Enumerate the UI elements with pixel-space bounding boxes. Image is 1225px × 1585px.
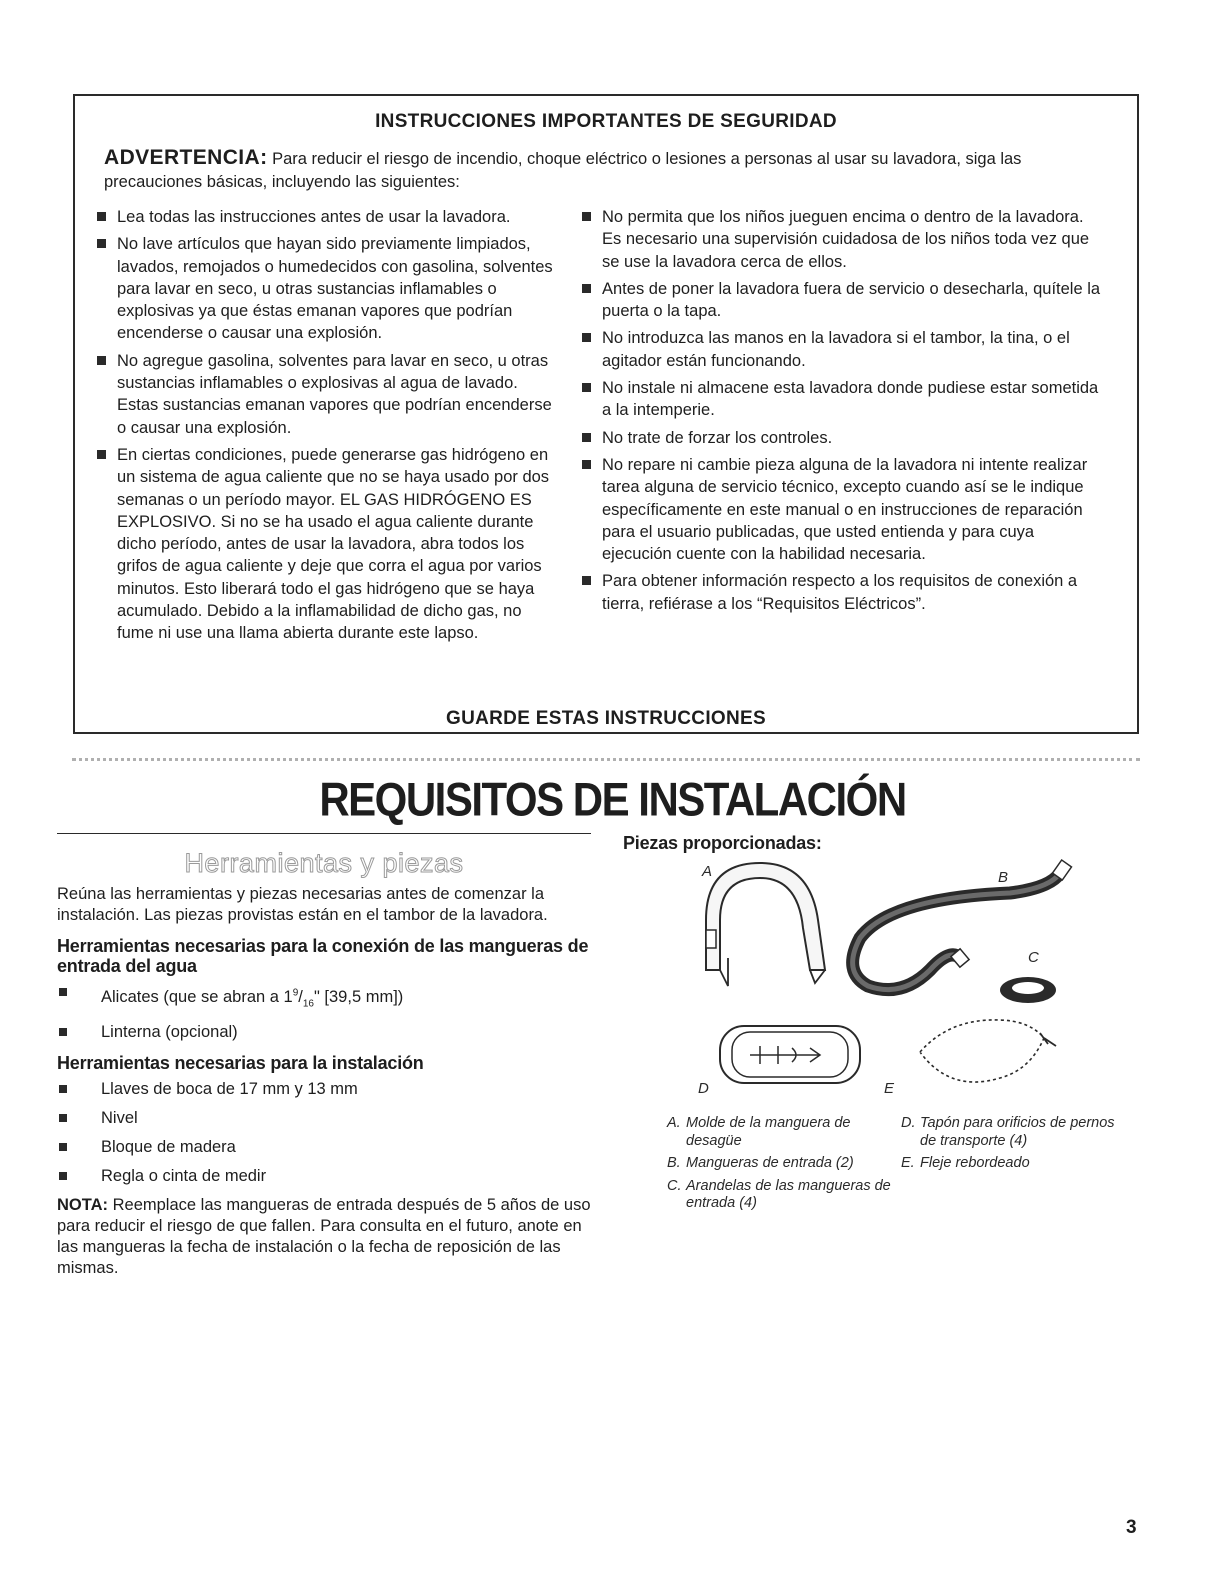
bullet-icon	[582, 433, 591, 442]
parts-heading: Piezas proporcionadas:	[623, 833, 822, 853]
list-item-text: No agregue gasolina, solventes para lavar en seco, u otras sustancias inflamables o explosivas al agua de lavado. Estas sustancias emanan vapores que podrían encenderse o causar una explosión.	[117, 351, 552, 437]
intro-paragraph: Reúna las herramientas y piezas necesarias antes de comenzar la instalación. Las piezas provistas están en el tambor de la lavadora.	[57, 885, 548, 924]
bullet-icon	[59, 1143, 67, 1151]
list-item	[582, 206, 1102, 273]
list-item	[582, 327, 1102, 372]
bullet-icon	[59, 1172, 67, 1180]
list-item	[57, 1079, 591, 1100]
bullet-icon	[59, 1114, 67, 1122]
safety-instructions-box	[73, 94, 1139, 734]
bullet-icon	[59, 988, 67, 996]
tools-column	[57, 884, 591, 1279]
bullet-icon	[582, 460, 591, 469]
bullet-icon	[582, 576, 591, 585]
list-item	[57, 982, 591, 1014]
label-b: B	[998, 869, 1009, 886]
beaded-strap-icon	[920, 1020, 1056, 1082]
hose-tools-heading: Herramientas necesarias para la conexión de las mangueras de entrada del agua	[57, 936, 589, 976]
list-item	[582, 278, 1102, 323]
list-item	[57, 1166, 591, 1187]
washer-icon	[1000, 977, 1056, 1003]
page-number: 3	[1126, 1517, 1137, 1538]
list-item	[97, 233, 557, 344]
list-item	[57, 1108, 591, 1129]
inlet-hose-icon	[853, 860, 1072, 990]
list-item	[57, 1137, 591, 1158]
bolt-hole-plug-icon	[720, 1026, 860, 1083]
list-item-text: No trate de forzar los controles.	[602, 428, 833, 447]
list-item	[97, 350, 557, 439]
list-item-text: No permita que los niños jueguen encima o dentro de la lavadora. Es necesario una supervisión cuidadosa de los niños toda vez que se use la lavadora cerca de ellos.	[602, 208, 1090, 271]
list-item	[582, 377, 1102, 422]
safety-list-left	[97, 206, 557, 650]
bullet-icon	[97, 212, 106, 221]
label-c: C	[1028, 949, 1039, 966]
label-e: E	[884, 1080, 895, 1097]
caption-item: E. Fleje rebordeado	[901, 1155, 1030, 1171]
list-item-text: No introduzca las manos en la lavadora si el tambor, la tina, o el agitador están funcionando.	[602, 329, 1070, 370]
install-tools-heading: Herramientas necesarias para la instalación	[57, 1052, 424, 1073]
list-item	[582, 454, 1102, 565]
parts-captions-left	[667, 1115, 897, 1218]
bullet-icon	[59, 1028, 67, 1036]
parts-illustration	[620, 858, 1140, 1098]
save-instructions-heading: GUARDE ESTAS INSTRUCCIONES	[446, 708, 766, 729]
label-d: D	[698, 1080, 709, 1097]
warning-label: ADVERTENCIA:	[104, 146, 268, 169]
bullet-icon	[97, 450, 106, 459]
page-title: REQUISITOS DE INSTALACIÓN	[319, 773, 906, 826]
list-item-text: Para obtener información respecto a los requisitos de conexión a tierra, refiérase a los “Requisitos Eléctricos”.	[602, 572, 1078, 613]
label-a: A	[702, 863, 713, 880]
list-item	[582, 427, 1102, 449]
list-item-text: Nivel	[101, 1108, 138, 1127]
bullet-icon	[582, 333, 591, 342]
list-item-text: No lave artículos que hayan sido previamente limpiados, lavados, remojados o humedecidos con gasolina, solventes para lavar en seco, u otras sustancias inflamables o explosivas ya que éstas emanan vapores que podrían encenderse o causar una explosión.	[117, 235, 553, 343]
caption-item: C. Arandelas de las mangueras de entrada (4)	[667, 1177, 891, 1211]
bullet-icon	[97, 356, 106, 365]
list-item-text: Llaves de boca de 17 mm y 13 mm	[101, 1079, 358, 1098]
bullet-icon	[582, 212, 591, 221]
parts-captions-right	[901, 1115, 1131, 1178]
list-item	[97, 444, 557, 645]
caption-item: B. Mangueras de entrada (2)	[667, 1155, 854, 1171]
safety-list-right	[582, 206, 1102, 620]
drain-hose-form-icon	[706, 863, 825, 986]
list-item-text: En ciertas condiciones, puede generarse gas hidrógeno en un sistema de agua caliente que no se haya usado por dos semanas o un período mayor. EL GAS HIDRÓGENO ES EXPLOSIVO. Si no se ha usado el agua caliente durante dicho período, antes de usar la lavadora, abra todos los grifos de agua caliente y deje que corra el agua por varios minutos. Esto liberará todo el gas hidrógeno que se haya acumulado. Debido a la inflamabilidad de dicho gas, no fume ni use una llama abierta durante este lapso.	[117, 445, 550, 643]
list-item-text: Bloque de madera	[101, 1137, 236, 1156]
pliers-text: Alicates (que se abran a $1^9/_{16}$" [39,5 mm])	[101, 987, 404, 1009]
caption-item: D. Tapón para orificios de pernos de transporte (4)	[901, 1115, 1115, 1149]
list-item-text: Linterna (opcional)	[101, 1022, 238, 1041]
bullet-icon	[97, 239, 106, 248]
list-item	[57, 1022, 591, 1043]
bullet-icon	[59, 1085, 67, 1093]
list-item-text: Regla o cinta de medir	[101, 1166, 267, 1185]
list-item-text: No repare ni cambie pieza alguna de la lavadora ni intente realizar tarea alguna de servicio técnico, excepto cuando así se le indique específicamente en este manual o en instrucciones de reparación para el usuario publicadas, que usted entienda y para cuya ejecución cuente con la habilidad necesaria.	[602, 455, 1088, 564]
note-text: Reemplace las mangueras de entrada después de 5 años de uso para reducir el riesgo de que fallen. Para consulta en el futuro, anote en las mangueras la fecha de instalación o la fecha de reposición de las mismas.	[57, 1195, 591, 1277]
tools-parts-heading: Herramientas y piezas	[184, 848, 464, 878]
warning-intro	[104, 146, 1097, 194]
list-item-text: Lea todas las instrucciones antes de usar la lavadora.	[117, 208, 511, 226]
safety-title: INSTRUCCIONES IMPORTANTES DE SEGURIDAD	[375, 111, 837, 132]
section-divider	[72, 758, 1140, 761]
list-item	[582, 570, 1102, 615]
list-item	[97, 206, 557, 228]
list-item-text: No instale ni almacene esta lavadora donde pudiese estar sometida a la intemperie.	[602, 379, 1099, 420]
list-item-text: Antes de poner la lavadora fuera de servicio o desecharla, quítele la puerta o la tapa.	[602, 279, 1101, 321]
warning-text: Para reducir el riesgo de incendio, choque eléctrico o lesiones a personas al usar su lavadora, siga las precauciones básicas, incluyendo las siguientes:	[104, 150, 1022, 191]
bullet-icon	[582, 383, 591, 392]
caption-item: A. Molde de la manguera de desagüe	[667, 1115, 851, 1149]
bullet-icon	[582, 284, 591, 293]
column-rule	[57, 833, 591, 834]
note-paragraph	[57, 1195, 591, 1279]
note-label: NOTA:	[57, 1195, 109, 1214]
